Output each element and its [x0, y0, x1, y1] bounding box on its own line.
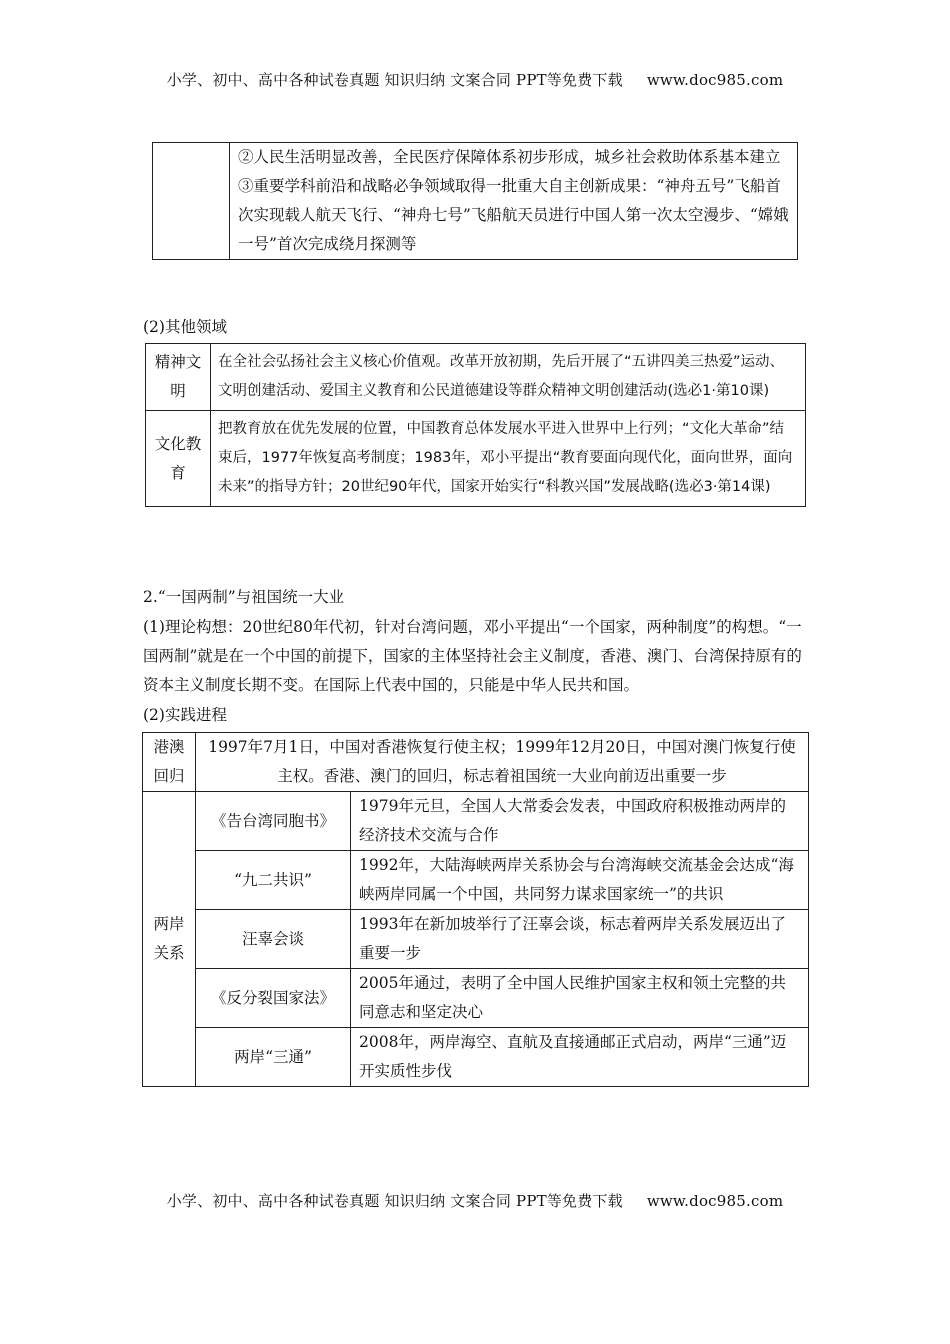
theory-paragraph: (1)理论构想：20世纪80年代初，针对台湾问题，邓小平提出“一个国家，两种制度”的构想。“一国两制”就是在一个中国的前提下，国家的主体坚持社会主义制度，香港、澳门、台湾保持原有的资本主义制度长期不变。在国际上代表中国的，只能是中华人民共和国。 — [143, 618, 802, 694]
table-continuation — [152, 142, 798, 260]
label-education: 文化教育 — [146, 411, 211, 507]
practice-title: (2)实践进程 — [143, 706, 227, 724]
row-name: 《反分裂国家法》 — [196, 969, 351, 1028]
page-header — [0, 69, 950, 90]
table-other-fields — [145, 343, 806, 507]
footer-text: 小学、初中、高中各种试卷真题 知识归纳 文案合同 PPT等免费下载 — [166, 1192, 623, 1210]
table-practice — [142, 732, 809, 1087]
header-site: www.doc985.com — [646, 71, 784, 89]
return-content: 1997年7月1日，中国对香港恢复行使主权；1999年12月20日，中国对澳门恢复行使主权。香港、澳门的回归，标志着祖国统一大业向前迈出重要一步 — [196, 733, 809, 792]
row-name: 汪辜会谈 — [196, 910, 351, 969]
footer-site: www.doc985.com — [646, 1192, 784, 1210]
content-spiritual: 在全社会弘扬社会主义核心价值观。改革开放初期，先后开展了“五讲四美三热爱”运动、文明创建活动、爱国主义教育和公民道德建设等群众精神文明创建活动(选必1·第10课) — [211, 344, 806, 411]
section2-title: 2.“一国两制”与祖国统一大业 — [143, 588, 345, 606]
row-desc: 1993年在新加坡举行了汪辜会谈，标志着两岸关系发展迈出了重要一步 — [351, 910, 809, 969]
item-2: ②人民生活明显改善，全民医疗保障体系初步形成，城乡社会救助体系基本建立 — [238, 148, 781, 166]
row-desc: 2005年通过，表明了全中国人民维护国家主权和领土完整的共同意志和坚定决心 — [351, 969, 809, 1028]
header-text: 小学、初中、高中各种试卷真题 知识归纳 文案合同 PPT等免费下载 — [166, 71, 623, 89]
item-3: ③重要学科前沿和战略必争领域取得一批重大自主创新成果：“神舟五号”飞船首次实现载人航天飞行、“神舟七号”飞船航天员进行中国人第一次太空漫步、“嫦娥一号”首次完成绕月探测等 — [238, 177, 789, 253]
content-education: 把教育放在优先发展的位置，中国教育总体发展水平进入世界中上行列；“文化大革命”结束后，1977年恢复高考制度；1983年，邓小平提出“教育要面向现代化，面向世界，面向未来”的指导方针；20世纪90年代，国家开始实行“科教兴国”发展战略(选必3·第14课) — [211, 411, 806, 507]
cross-strait-label: 两岸关系 — [143, 792, 196, 1087]
continuation-cell — [230, 143, 798, 260]
row-desc: 2008年，两岸海空、直航及直接通邮正式启动，两岸“三通”迈开实质性步伐 — [351, 1028, 809, 1087]
row-name: 两岸“三通” — [196, 1028, 351, 1087]
row-name: “九二共识” — [196, 851, 351, 910]
return-label: 港澳回归 — [143, 733, 196, 792]
row-name: 《告台湾同胞书》 — [196, 792, 351, 851]
row-desc: 1979年元旦，全国人大常委会发表，中国政府积极推动两岸的经济技术交流与合作 — [351, 792, 809, 851]
page-footer — [0, 1190, 950, 1211]
section-other-title: (2)其他领域 — [143, 318, 227, 336]
label-spiritual: 精神文明 — [146, 344, 211, 411]
row-desc: 1992年，大陆海峡两岸关系协会与台湾海峡交流基金会达成“海峡两岸同属一个中国，共同努力谋求国家统一”的共识 — [351, 851, 809, 910]
empty-label-cell — [153, 143, 230, 260]
